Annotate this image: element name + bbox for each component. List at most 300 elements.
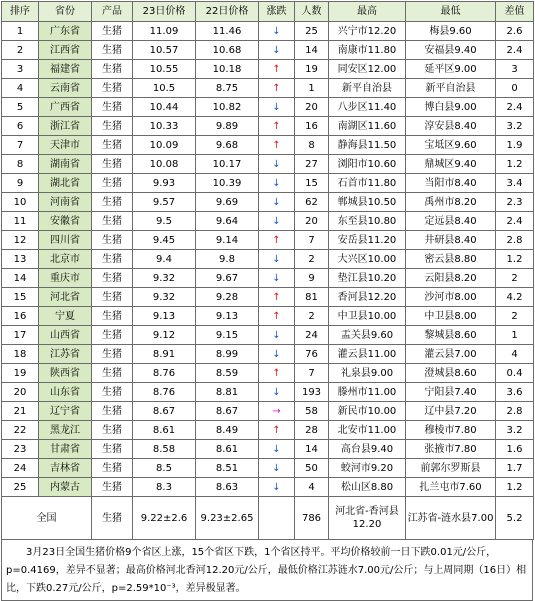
cell-price22: 9.68 (196, 136, 259, 155)
cell-product: 生猪 (92, 117, 133, 136)
cell-low: 沙河市8.00 (406, 288, 496, 307)
table-row (2, 155, 534, 174)
cell-high: 新平自治县 (329, 79, 406, 98)
trend-up-icon: ↑ (272, 367, 281, 379)
cell-province: 云南省 (39, 79, 92, 98)
cell-high: 高台县9.40 (329, 440, 406, 459)
table-row (2, 307, 534, 326)
trend-down-icon: ↓ (272, 329, 281, 341)
cell-rank: 15 (2, 288, 39, 307)
cell-price22: 10.39 (196, 174, 259, 193)
table-row (2, 288, 534, 307)
cell-product: 生猪 (92, 421, 133, 440)
cell-low: 当阳市8.40 (406, 174, 496, 193)
cell-high: 南湖区11.60 (329, 117, 406, 136)
table-row (2, 250, 534, 269)
cell-price22: 8.49 (196, 421, 259, 440)
cell-low: 前郭尔罗斯县 (406, 459, 496, 478)
cell-low: 云阳县8.20 (406, 269, 496, 288)
cell-product: 生猪 (92, 440, 133, 459)
trend-cell (259, 250, 295, 269)
cell-price22: 9.69 (196, 193, 259, 212)
cell-diff: 2.8 (496, 402, 534, 421)
trend-cell (259, 136, 295, 155)
header-diff: 差值 (496, 2, 534, 22)
header-trend: 涨跌 (259, 2, 295, 22)
cell-diff: 3.2 (496, 117, 534, 136)
cell-diff: 4 (496, 345, 534, 364)
cell-product: 生猪 (92, 364, 133, 383)
cell-product: 生猪 (92, 193, 133, 212)
table-row (2, 269, 534, 288)
cell-high: 蛟河市9.20 (329, 459, 406, 478)
cell-province: 广西省 (39, 98, 92, 117)
cell-high: 礼泉县9.00 (329, 364, 406, 383)
cell-province: 河北省 (39, 288, 92, 307)
trend-down-icon: ↓ (272, 215, 281, 227)
cell-low: 梅县9.60 (406, 22, 496, 41)
trend-cell (259, 174, 295, 193)
cell-price22: 9.89 (196, 117, 259, 136)
table-row (2, 174, 534, 193)
cell-diff: 4.2 (496, 288, 534, 307)
cell-high: 灌云县11.00 (329, 345, 406, 364)
cell-price22: 9.14 (196, 231, 259, 250)
trend-up-icon: ↑ (272, 120, 281, 132)
cell-diff: 2.3 (496, 193, 534, 212)
cell-diff: 1.6 (496, 440, 534, 459)
cell-province: 广东省 (39, 22, 92, 41)
cell-product: 生猪 (92, 174, 133, 193)
cell-low: 辽中县7.20 (406, 402, 496, 421)
cell-province: 江苏省 (39, 345, 92, 364)
cell-price22: 9.67 (196, 269, 259, 288)
cell-diff: 2.6 (496, 22, 534, 41)
cell-price22: 9.64 (196, 212, 259, 231)
cell-price23: 8.76 (133, 383, 196, 402)
cell-rank: 22 (2, 421, 39, 440)
table-row (2, 41, 534, 60)
table-body (2, 22, 534, 497)
cell-count: 2 (295, 250, 329, 269)
cell-price23: 9.93 (133, 174, 196, 193)
trend-cell (259, 117, 295, 136)
cell-diff: 2 (496, 307, 534, 326)
header-price23: 23日价格 (133, 2, 196, 22)
trend-cell (259, 98, 295, 117)
cell-price23: 8.61 (133, 421, 196, 440)
cell-price23: 9.45 (133, 231, 196, 250)
table-row (2, 60, 534, 79)
cell-province: 北京市 (39, 250, 92, 269)
trend-up-icon: ↑ (272, 424, 281, 436)
table-row (2, 459, 534, 478)
table-row (2, 345, 534, 364)
cell-high: 松山区8.80 (329, 478, 406, 497)
cell-product: 生猪 (92, 307, 133, 326)
cell-province: 辽宁省 (39, 402, 92, 421)
cell-diff: 1.2 (496, 155, 534, 174)
cell-rank: 25 (2, 478, 39, 497)
cell-count: 16 (295, 117, 329, 136)
cell-rank: 10 (2, 193, 39, 212)
cell-low: 灌云县7.00 (406, 345, 496, 364)
trend-cell (259, 231, 295, 250)
header-product: 产品 (92, 2, 133, 22)
cell-diff: 0.4 (496, 364, 534, 383)
cell-product: 生猪 (92, 326, 133, 345)
cell-high: 同安区12.00 (329, 60, 406, 79)
cell-price23: 10.09 (133, 136, 196, 155)
cell-province: 河南省 (39, 193, 92, 212)
cell-province: 福建省 (39, 60, 92, 79)
cell-diff: 3 (496, 60, 534, 79)
table-row (2, 117, 534, 136)
cell-diff: 3.6 (496, 383, 534, 402)
total-product: 生猪 (92, 497, 133, 540)
cell-price22: 8.59 (196, 364, 259, 383)
cell-low: 密云县8.80 (406, 250, 496, 269)
cell-diff: 1.9 (496, 136, 534, 155)
cell-low: 鼎城区9.40 (406, 155, 496, 174)
cell-high: 浏阳市10.60 (329, 155, 406, 174)
table-row (2, 326, 534, 345)
cell-low: 新平自治县 (406, 79, 496, 98)
header-row (2, 2, 534, 22)
cell-province: 宁夏 (39, 307, 92, 326)
cell-rank: 24 (2, 459, 39, 478)
trend-down-icon: ↓ (272, 253, 281, 265)
cell-count: 14 (295, 440, 329, 459)
cell-high: 安岳县11.20 (329, 231, 406, 250)
cell-diff: 3.2 (496, 421, 534, 440)
cell-count: 20 (295, 98, 329, 117)
cell-province: 陕西省 (39, 364, 92, 383)
trend-cell (259, 269, 295, 288)
cell-rank: 5 (2, 98, 39, 117)
cell-price23: 8.67 (133, 402, 196, 421)
trend-down-icon: ↓ (272, 462, 281, 474)
cell-rank: 21 (2, 402, 39, 421)
total-high: 河北省-香河县12.20 (329, 497, 406, 540)
price-report (1, 1, 533, 601)
cell-price23: 10.33 (133, 117, 196, 136)
cell-product: 生猪 (92, 41, 133, 60)
cell-rank: 19 (2, 364, 39, 383)
cell-rank: 11 (2, 212, 39, 231)
cell-diff: 2 (496, 269, 534, 288)
cell-count: 4 (295, 478, 329, 497)
cell-count: 28 (295, 421, 329, 440)
trend-up-icon: ↑ (272, 310, 281, 322)
cell-province: 四川省 (39, 231, 92, 250)
table-row (2, 79, 534, 98)
cell-diff: 1.7 (496, 459, 534, 478)
trend-cell (259, 212, 295, 231)
cell-product: 生猪 (92, 22, 133, 41)
trend-down-icon: ↓ (272, 443, 281, 455)
trend-cell (259, 193, 295, 212)
cell-rank: 18 (2, 345, 39, 364)
cell-rank: 17 (2, 326, 39, 345)
trend-cell (259, 60, 295, 79)
trend-cell (259, 22, 295, 41)
cell-high: 盂关县9.60 (329, 326, 406, 345)
cell-count: 7 (295, 364, 329, 383)
cell-high: 八步区11.40 (329, 98, 406, 117)
cell-price22: 10.82 (196, 98, 259, 117)
cell-province: 山西省 (39, 326, 92, 345)
table-row (2, 231, 534, 250)
cell-price23: 10.55 (133, 60, 196, 79)
table-row (2, 383, 534, 402)
cell-rank: 9 (2, 174, 39, 193)
cell-low: 澄城县8.60 (406, 364, 496, 383)
trend-cell (259, 326, 295, 345)
cell-count: 58 (295, 402, 329, 421)
cell-rank: 3 (2, 60, 39, 79)
cell-province: 黑龙江 (39, 421, 92, 440)
table-row (2, 193, 534, 212)
trend-down-icon: ↓ (272, 177, 281, 189)
cell-count: 62 (295, 193, 329, 212)
cell-price23: 8.91 (133, 345, 196, 364)
cell-product: 生猪 (92, 459, 133, 478)
cell-rank: 20 (2, 383, 39, 402)
cell-price22: 8.61 (196, 440, 259, 459)
cell-price22: 10.17 (196, 155, 259, 174)
total-label: 全国 (2, 497, 92, 540)
cell-price23: 9.32 (133, 288, 196, 307)
cell-count: 19 (295, 60, 329, 79)
cell-price23: 8.3 (133, 478, 196, 497)
table-row (2, 402, 534, 421)
cell-product: 生猪 (92, 212, 133, 231)
cell-high: 郸城县10.50 (329, 193, 406, 212)
total-row (2, 497, 534, 540)
cell-low: 黎城县8.60 (406, 326, 496, 345)
cell-price22: 9.15 (196, 326, 259, 345)
cell-low: 宁阳县7.40 (406, 383, 496, 402)
trend-cell (259, 478, 295, 497)
cell-rank: 7 (2, 136, 39, 155)
cell-diff: 1 (496, 326, 534, 345)
trend-cell (259, 440, 295, 459)
trend-cell (259, 41, 295, 60)
cell-price22: 9.13 (196, 307, 259, 326)
cell-count: 20 (295, 212, 329, 231)
total-trend (259, 497, 295, 540)
cell-price22: 10.68 (196, 41, 259, 60)
cell-price23: 9.32 (133, 269, 196, 288)
total-low: 江苏省-涟水县7.00 (406, 497, 496, 540)
cell-low: 穆棱市7.80 (406, 421, 496, 440)
cell-price22: 8.51 (196, 459, 259, 478)
cell-high: 滕州市11.00 (329, 383, 406, 402)
cell-high: 静海县11.50 (329, 136, 406, 155)
table-row (2, 22, 534, 41)
table-row (2, 98, 534, 117)
cell-price23: 9.13 (133, 307, 196, 326)
cell-product: 生猪 (92, 136, 133, 155)
cell-price23: 9.5 (133, 212, 196, 231)
trend-flat-icon: → (272, 405, 281, 417)
cell-product: 生猪 (92, 60, 133, 79)
header-high: 最高 (329, 2, 406, 22)
cell-high: 东至县10.80 (329, 212, 406, 231)
cell-high: 石首市11.80 (329, 174, 406, 193)
cell-price22: 8.75 (196, 79, 259, 98)
cell-province: 内蒙古 (39, 478, 92, 497)
cell-price23: 8.5 (133, 459, 196, 478)
table-row (2, 212, 534, 231)
cell-count: 81 (295, 288, 329, 307)
trend-up-icon: ↑ (272, 291, 281, 303)
trend-down-icon: ↓ (272, 44, 281, 56)
cell-count: 7 (295, 231, 329, 250)
cell-high: 中卫县10.00 (329, 307, 406, 326)
cell-price23: 9.12 (133, 326, 196, 345)
cell-low: 中卫县8.00 (406, 307, 496, 326)
cell-low: 淳安县8.40 (406, 117, 496, 136)
table-row (2, 136, 534, 155)
table-row (2, 364, 534, 383)
cell-province: 湖南省 (39, 155, 92, 174)
header-count: 人数 (295, 2, 329, 22)
cell-rank: 14 (2, 269, 39, 288)
cell-price23: 9.4 (133, 250, 196, 269)
cell-count: 2 (295, 307, 329, 326)
cell-high: 香河县12.20 (329, 288, 406, 307)
cell-price23: 10.44 (133, 98, 196, 117)
trend-cell (259, 383, 295, 402)
trend-down-icon: ↓ (272, 101, 281, 113)
cell-product: 生猪 (92, 402, 133, 421)
total-count: 786 (295, 497, 329, 540)
trend-cell (259, 364, 295, 383)
cell-price23: 10.5 (133, 79, 196, 98)
cell-province: 吉林省 (39, 459, 92, 478)
trend-down-icon: ↓ (272, 196, 281, 208)
total-price22: 9.23±2.65 (196, 497, 259, 540)
cell-product: 生猪 (92, 478, 133, 497)
trend-cell (259, 155, 295, 174)
trend-down-icon: ↓ (272, 481, 281, 493)
cell-rank: 23 (2, 440, 39, 459)
cell-count: 50 (295, 459, 329, 478)
cell-count: 9 (295, 269, 329, 288)
cell-rank: 8 (2, 155, 39, 174)
header-low: 最低 (406, 2, 496, 22)
cell-diff: 2.4 (496, 41, 534, 60)
header-province: 省份 (39, 2, 92, 22)
trend-down-icon: ↓ (272, 386, 281, 398)
trend-cell (259, 421, 295, 440)
cell-diff: 0 (496, 79, 534, 98)
cell-product: 生猪 (92, 155, 133, 174)
cell-high: 垫江县10.20 (329, 269, 406, 288)
cell-price23: 11.09 (133, 22, 196, 41)
cell-diff: 3.4 (496, 174, 534, 193)
cell-product: 生猪 (92, 269, 133, 288)
cell-price22: 8.81 (196, 383, 259, 402)
trend-cell (259, 79, 295, 98)
cell-rank: 4 (2, 79, 39, 98)
cell-low: 张掖市7.80 (406, 440, 496, 459)
cell-product: 生猪 (92, 345, 133, 364)
cell-high: 大兴区10.00 (329, 250, 406, 269)
trend-down-icon: ↓ (272, 158, 281, 170)
cell-product: 生猪 (92, 231, 133, 250)
cell-rank: 6 (2, 117, 39, 136)
trend-down-icon: ↓ (272, 348, 281, 360)
trend-cell (259, 402, 295, 421)
cell-low: 扎兰屯市7.60 (406, 478, 496, 497)
trend-up-icon: ↑ (272, 82, 281, 94)
trend-up-icon: ↑ (272, 139, 281, 151)
cell-high: 南康市11.80 (329, 41, 406, 60)
trend-cell (259, 345, 295, 364)
cell-price23: 10.08 (133, 155, 196, 174)
cell-price23: 8.76 (133, 364, 196, 383)
cell-count: 24 (295, 326, 329, 345)
cell-product: 生猪 (92, 98, 133, 117)
price-table (1, 1, 534, 540)
trend-down-icon: ↓ (272, 25, 281, 37)
cell-province: 江西省 (39, 41, 92, 60)
cell-count: 25 (295, 22, 329, 41)
cell-count: 14 (295, 41, 329, 60)
cell-province: 湖北省 (39, 174, 92, 193)
header-price22: 22日价格 (196, 2, 259, 22)
cell-price23: 10.57 (133, 41, 196, 60)
cell-diff: 1.2 (496, 250, 534, 269)
cell-count: 76 (295, 345, 329, 364)
cell-price22: 11.46 (196, 22, 259, 41)
cell-price23: 8.58 (133, 440, 196, 459)
cell-product: 生猪 (92, 288, 133, 307)
cell-price22: 10.18 (196, 60, 259, 79)
cell-product: 生猪 (92, 79, 133, 98)
cell-rank: 13 (2, 250, 39, 269)
cell-diff: 2.4 (496, 98, 534, 117)
cell-count: 15 (295, 174, 329, 193)
table-row (2, 478, 534, 497)
cell-rank: 16 (2, 307, 39, 326)
trend-up-icon: ↑ (272, 234, 281, 246)
cell-diff: 2.8 (496, 231, 534, 250)
cell-count: 27 (295, 155, 329, 174)
cell-province: 天津市 (39, 136, 92, 155)
cell-product: 生猪 (92, 250, 133, 269)
summary-note: 3月23日全国生猪价格9个省区上涨，15个省区下跌，1个省区持平。平均价格较前一日下跌0.01元/公斤，p=0.4169，差异不显著；最高价格河北香河12.20元/公斤，最低价格江苏涟水7.00元/公斤；与上周同期（16日）相比，下跌0.27元/公斤，p=2.59*10⁻³，差异极显著。 (1, 540, 533, 601)
cell-count: 1 (295, 79, 329, 98)
cell-low: 延平区9.00 (406, 60, 496, 79)
cell-price22: 8.63 (196, 478, 259, 497)
table-row (2, 421, 534, 440)
cell-price22: 9.8 (196, 250, 259, 269)
cell-rank: 1 (2, 22, 39, 41)
trend-down-icon: ↓ (272, 272, 281, 284)
cell-high: 北安市11.00 (329, 421, 406, 440)
cell-product: 生猪 (92, 383, 133, 402)
cell-province: 安徽省 (39, 212, 92, 231)
trend-cell (259, 459, 295, 478)
cell-province: 山东省 (39, 383, 92, 402)
cell-price22: 9.28 (196, 288, 259, 307)
header-rank: 排序 (2, 2, 39, 22)
trend-cell (259, 307, 295, 326)
